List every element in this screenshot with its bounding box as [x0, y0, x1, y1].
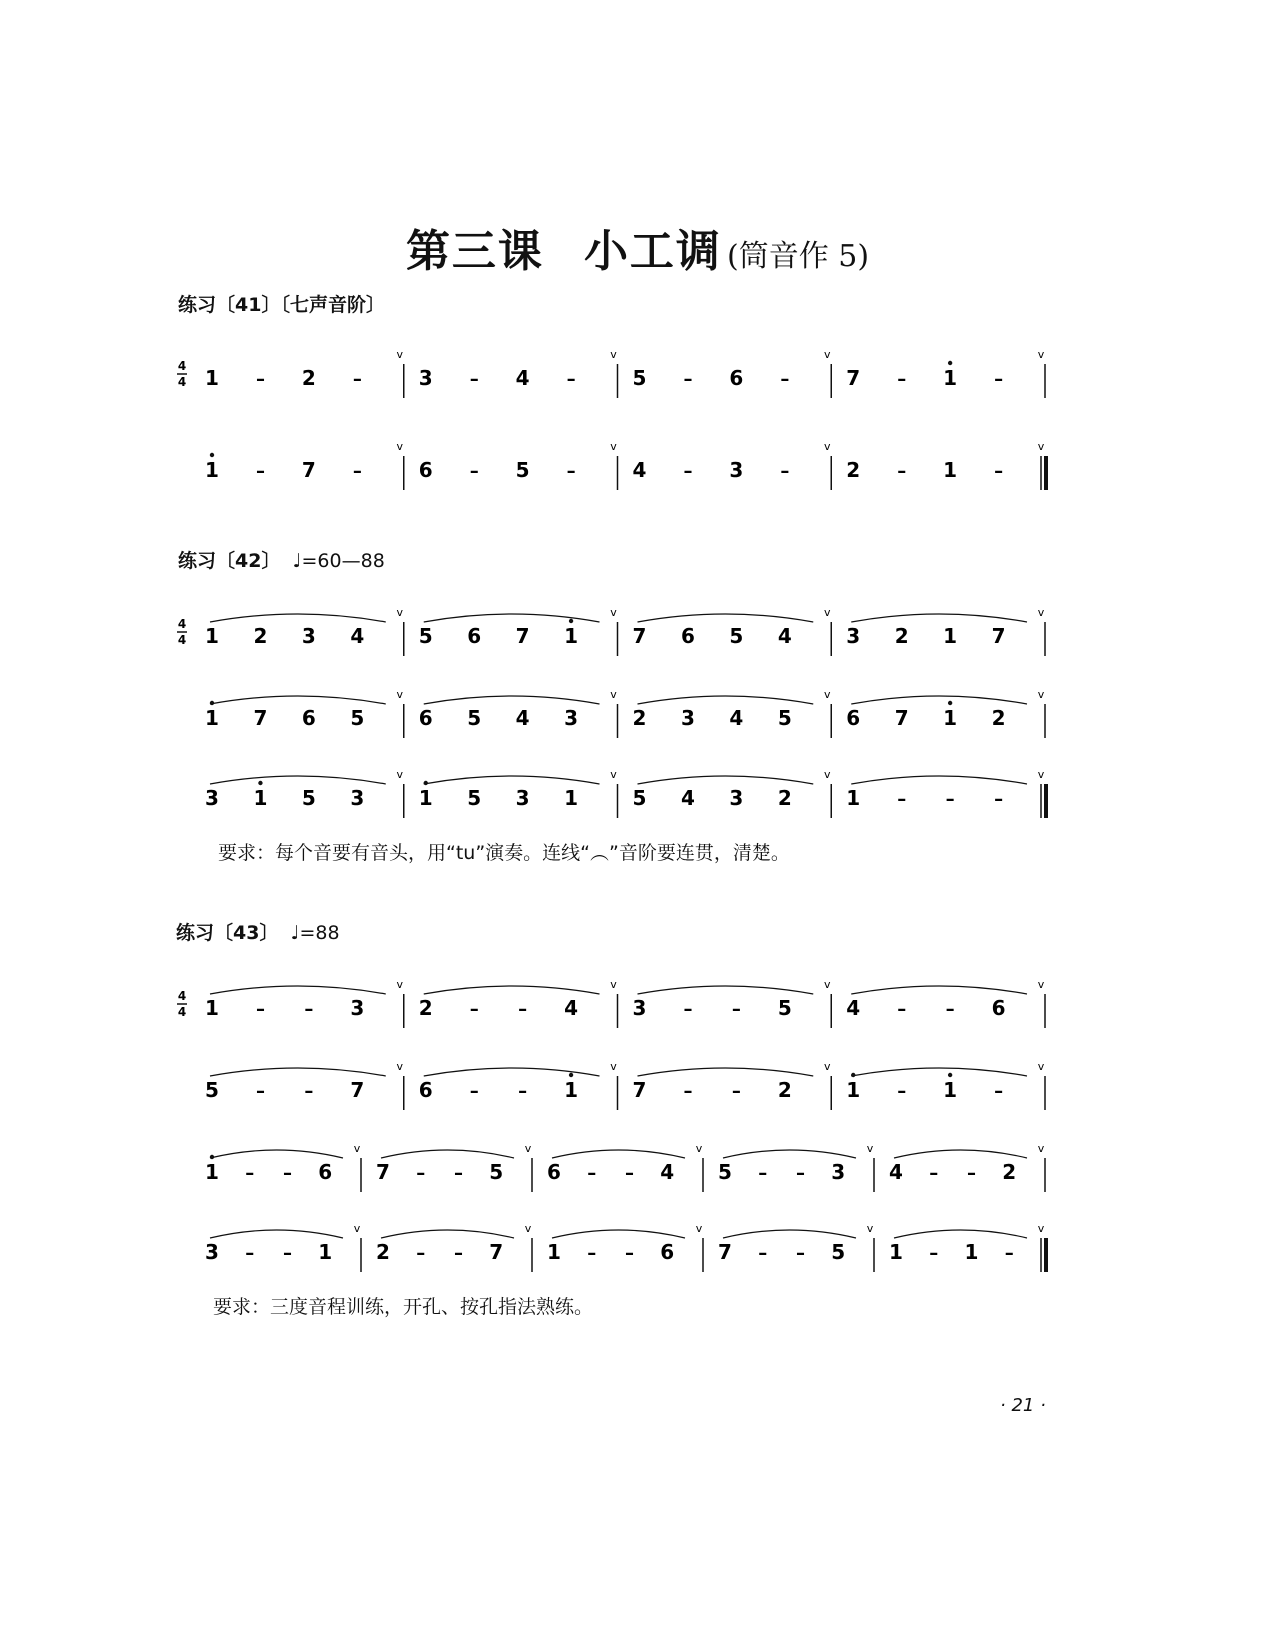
note: 6: [467, 624, 482, 648]
note: 5: [632, 366, 647, 390]
note: 5: [831, 1240, 846, 1264]
slur: [210, 986, 386, 994]
exercise-42-heading: 练习〔42〕 ♩=60—88: [178, 550, 385, 572]
exercise-42-requirement: 要求：每个音要有音头，用“tu”演奏。连线“︵”音阶要连贯，清楚。: [218, 842, 790, 864]
breath-mark: v: [823, 348, 831, 361]
breath-mark: v: [610, 440, 617, 453]
dash-note: –: [929, 1243, 939, 1264]
note: 1: [943, 366, 958, 390]
dash-note: –: [897, 789, 907, 810]
dash-note: –: [566, 461, 576, 482]
breath-mark: v: [823, 768, 831, 781]
breath-mark: v: [1037, 348, 1045, 361]
high-octave-dot: [569, 1073, 573, 1077]
slur: [894, 1230, 1027, 1238]
dash-note: –: [758, 1243, 768, 1264]
note: 3: [301, 624, 316, 648]
dash-note: –: [255, 1081, 265, 1102]
note: 4: [515, 706, 530, 730]
note: 6: [729, 366, 744, 390]
breath-mark: v: [1037, 978, 1045, 991]
dash-note: –: [683, 1081, 693, 1102]
note: 3: [680, 706, 695, 730]
dash-note: –: [245, 1163, 255, 1184]
dash-note: –: [945, 789, 955, 810]
note: 2: [777, 786, 792, 810]
note: 3: [729, 786, 744, 810]
note: 4: [515, 366, 530, 390]
note: 7: [376, 1160, 390, 1184]
breath-mark: v: [1037, 768, 1045, 781]
slur: [723, 1230, 856, 1238]
note: 1: [846, 1078, 861, 1102]
exercise-43-requirement: 要求：三度音程训练，开孔、按孔指法熟练。: [213, 1296, 594, 1318]
note: 5: [350, 706, 365, 730]
note: 1: [205, 706, 219, 730]
note: 1: [205, 366, 219, 390]
dash-note: –: [994, 789, 1004, 810]
slur: [210, 1230, 343, 1238]
time-signature-top: 4: [177, 359, 187, 373]
dash-note: –: [731, 1081, 741, 1102]
dash-note: –: [897, 461, 907, 482]
note: 1: [889, 1240, 903, 1264]
note: 7: [489, 1240, 504, 1264]
note: 7: [718, 1240, 732, 1264]
note: 4: [350, 624, 365, 648]
tempo-mark: ♩=60—88: [292, 550, 385, 572]
dash-note: –: [929, 1163, 939, 1184]
breath-mark: v: [396, 440, 404, 453]
dash-note: –: [283, 1243, 292, 1264]
note: 1: [318, 1240, 333, 1264]
note: 3: [418, 366, 433, 390]
note: 6: [991, 996, 1006, 1020]
dash-note: –: [994, 1081, 1004, 1102]
time-signature-top: 4: [177, 617, 187, 631]
dash-note: –: [897, 1081, 907, 1102]
note: 1: [943, 706, 958, 730]
note: 2: [632, 706, 647, 730]
note: 2: [991, 706, 1006, 730]
note: 6: [418, 1078, 433, 1102]
high-octave-dot: [948, 361, 952, 365]
note: 7: [253, 706, 268, 730]
dash-note: –: [304, 1081, 314, 1102]
exercise-41-heading: 练习〔41〕〔七声音阶〕: [178, 294, 385, 316]
note: 5: [632, 786, 647, 810]
breath-mark: v: [610, 978, 617, 991]
breath-mark: v: [610, 768, 617, 781]
slur: [723, 1150, 856, 1158]
breath-mark: v: [823, 1060, 831, 1073]
note: 6: [846, 706, 861, 730]
breath-mark: v: [353, 1222, 361, 1235]
dash-note: –: [352, 461, 362, 482]
note: 6: [660, 1240, 675, 1264]
high-octave-dot: [210, 453, 214, 457]
note: 2: [253, 624, 268, 648]
time-signature-bottom: 4: [177, 1005, 187, 1019]
lesson-number: 第三课: [405, 226, 544, 277]
dash-note: –: [587, 1243, 597, 1264]
dash-note: –: [625, 1163, 634, 1184]
breath-mark: v: [396, 978, 404, 991]
note: 7: [301, 458, 316, 482]
slur: [424, 776, 600, 784]
note: 2: [418, 996, 433, 1020]
note: 1: [564, 1078, 579, 1102]
note: 7: [632, 624, 647, 648]
time-signature-bottom: 4: [177, 633, 187, 647]
note: 2: [376, 1240, 390, 1264]
dash-note: –: [994, 369, 1004, 390]
breath-mark: v: [695, 1222, 703, 1235]
dash-note: –: [967, 1163, 976, 1184]
dash-note: –: [683, 999, 693, 1020]
dash-note: –: [796, 1163, 805, 1184]
note: 1: [253, 786, 268, 810]
note: 1: [205, 1160, 219, 1184]
slur: [381, 1150, 514, 1158]
note: 4: [777, 624, 792, 648]
slur: [552, 1230, 685, 1238]
note: 4: [729, 706, 744, 730]
dash-note: –: [469, 1081, 479, 1102]
dash-note: –: [469, 999, 479, 1020]
breath-mark: v: [396, 688, 404, 701]
lesson-note: (筒音作 5): [727, 239, 870, 274]
note: 4: [564, 996, 579, 1020]
note: 3: [350, 786, 365, 810]
note: 6: [418, 706, 433, 730]
note: 5: [729, 624, 744, 648]
dash-note: –: [416, 1243, 426, 1264]
breath-mark: v: [396, 606, 404, 619]
note: 1: [547, 1240, 561, 1264]
dash-note: –: [245, 1243, 255, 1264]
slur: [851, 614, 1027, 622]
note: 2: [777, 1078, 792, 1102]
note: 7: [894, 706, 909, 730]
dash-note: –: [469, 461, 479, 482]
note: 1: [943, 624, 958, 648]
note: 5: [515, 458, 530, 482]
slur: [210, 614, 386, 622]
breath-mark: v: [396, 768, 404, 781]
slur: [638, 696, 814, 704]
note: 3: [564, 706, 579, 730]
slur: [210, 696, 386, 704]
note: 1: [205, 624, 219, 648]
exercise-43-heading: 练习〔43〕 ♩=88: [176, 922, 340, 944]
breath-mark: v: [823, 440, 831, 453]
note: 1: [564, 624, 579, 648]
dash-note: –: [683, 369, 693, 390]
note: 7: [991, 624, 1006, 648]
breath-mark: v: [695, 1142, 703, 1155]
note: 1: [205, 996, 219, 1020]
slur: [552, 1150, 685, 1158]
dash-note: –: [625, 1243, 634, 1264]
note: 5: [205, 1078, 219, 1102]
note: 7: [632, 1078, 647, 1102]
note: 4: [846, 996, 861, 1020]
breath-mark: v: [866, 1222, 874, 1235]
dash-note: –: [454, 1163, 463, 1184]
slur: [210, 1150, 343, 1158]
breath-mark: v: [524, 1222, 532, 1235]
breath-mark: v: [1037, 440, 1045, 453]
slur: [424, 696, 600, 704]
note: 1: [943, 1078, 958, 1102]
breath-mark: v: [1037, 688, 1045, 701]
breath-mark: v: [610, 606, 617, 619]
dash-note: –: [255, 369, 265, 390]
note: 2: [894, 624, 909, 648]
breath-mark: v: [610, 348, 617, 361]
slur: [638, 614, 814, 622]
note: 3: [205, 786, 219, 810]
slur: [638, 986, 814, 994]
note: 2: [846, 458, 861, 482]
dash-note: –: [1004, 1243, 1014, 1264]
note: 1: [418, 786, 433, 810]
note: 7: [846, 366, 861, 390]
note: 5: [777, 706, 792, 730]
note: 4: [660, 1160, 675, 1184]
time-signature-bottom: 4: [177, 375, 187, 389]
note: 5: [301, 786, 316, 810]
dash-note: –: [945, 999, 955, 1020]
high-octave-dot: [258, 781, 262, 785]
breath-mark: v: [1037, 606, 1045, 619]
note: 7: [515, 624, 530, 648]
dash-note: –: [518, 1081, 528, 1102]
note: 3: [205, 1240, 219, 1264]
note: 5: [777, 996, 792, 1020]
dash-note: –: [994, 461, 1004, 482]
note: 1: [943, 458, 958, 482]
slur: [851, 986, 1027, 994]
slur: [210, 776, 386, 784]
breath-mark: v: [823, 688, 831, 701]
breath-mark: v: [1037, 1222, 1045, 1235]
note: 6: [318, 1160, 333, 1184]
breath-mark: v: [396, 1060, 404, 1073]
note: 5: [467, 786, 482, 810]
breath-mark: v: [610, 1060, 617, 1073]
dash-note: –: [587, 1163, 597, 1184]
time-signature-top: 4: [177, 989, 187, 1003]
note: 3: [831, 1160, 846, 1184]
note: 1: [846, 786, 861, 810]
dash-note: –: [416, 1163, 426, 1184]
note: 6: [418, 458, 433, 482]
note: 1: [205, 458, 219, 482]
note: 1: [564, 786, 579, 810]
lesson-key: 小工调: [583, 226, 722, 277]
note: 5: [418, 624, 433, 648]
note: 4: [680, 786, 695, 810]
note: 4: [632, 458, 647, 482]
breath-mark: v: [823, 606, 831, 619]
slur: [894, 1150, 1027, 1158]
slur: [381, 1230, 514, 1238]
note: 6: [547, 1160, 561, 1184]
dash-note: –: [304, 999, 314, 1020]
dash-note: –: [566, 369, 576, 390]
page-number: · 21 ·: [1000, 1395, 1046, 1416]
breath-mark: v: [610, 688, 617, 701]
note: 3: [846, 624, 861, 648]
slur: [638, 776, 814, 784]
dash-note: –: [796, 1243, 805, 1264]
breath-mark: v: [866, 1142, 874, 1155]
dash-note: –: [731, 999, 741, 1020]
note: 2: [1002, 1160, 1017, 1184]
slur: [638, 1068, 814, 1076]
dash-note: –: [897, 369, 907, 390]
dash-note: –: [469, 369, 479, 390]
slur: [851, 776, 1027, 784]
dash-note: –: [255, 999, 265, 1020]
high-octave-dot: [569, 619, 573, 623]
note: 1: [964, 1240, 979, 1264]
slur: [851, 696, 1027, 704]
note: 2: [301, 366, 316, 390]
breath-mark: v: [396, 348, 404, 361]
note: 3: [350, 996, 365, 1020]
high-octave-dot: [948, 1073, 952, 1077]
note: 5: [467, 706, 482, 730]
slur: [851, 1068, 1027, 1076]
note: 6: [301, 706, 316, 730]
breath-mark: v: [353, 1142, 361, 1155]
note: 6: [680, 624, 695, 648]
note: 5: [718, 1160, 732, 1184]
dash-note: –: [283, 1163, 292, 1184]
high-octave-dot: [948, 701, 952, 705]
note: 5: [489, 1160, 504, 1184]
tempo-mark: ♩=88: [290, 922, 340, 944]
dash-note: –: [780, 461, 790, 482]
note: 7: [350, 1078, 365, 1102]
dash-note: –: [683, 461, 693, 482]
slur: [210, 1068, 386, 1076]
breath-mark: v: [524, 1142, 532, 1155]
dash-note: –: [897, 999, 907, 1020]
dash-note: –: [518, 999, 528, 1020]
dash-note: –: [255, 461, 265, 482]
dash-note: –: [454, 1243, 463, 1264]
note: 4: [889, 1160, 903, 1184]
slur: [424, 986, 600, 994]
dash-note: –: [758, 1163, 768, 1184]
dash-note: –: [780, 369, 790, 390]
breath-mark: v: [1037, 1060, 1045, 1073]
note: 3: [515, 786, 530, 810]
note: 3: [632, 996, 647, 1020]
note: 3: [729, 458, 744, 482]
breath-mark: v: [1037, 1142, 1045, 1155]
dash-note: –: [352, 369, 362, 390]
breath-mark: v: [823, 978, 831, 991]
